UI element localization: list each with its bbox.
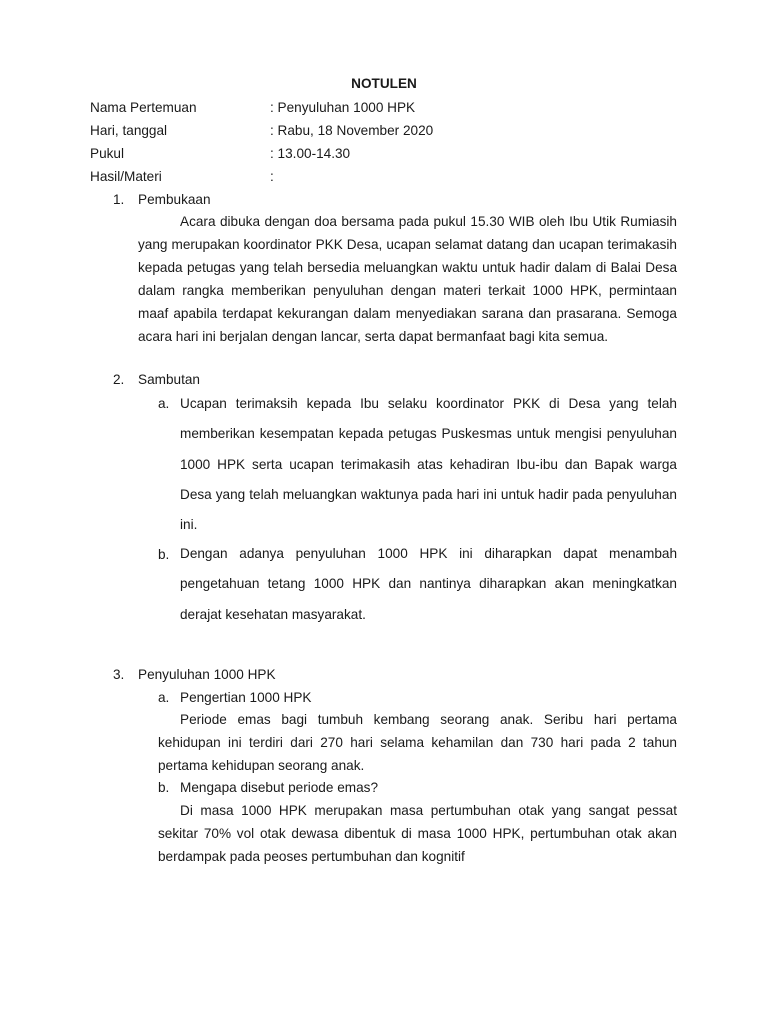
section-heading: Penyuluhan 1000 HPK: [138, 667, 276, 682]
section-number: 2.: [113, 372, 125, 387]
item-heading: Pengertian 1000 HPK: [180, 690, 312, 705]
section-heading: Sambutan: [138, 372, 200, 387]
item-marker: b.: [158, 780, 170, 795]
section-number: 1.: [113, 192, 125, 207]
item-marker: a.: [158, 396, 170, 411]
item-heading: Mengapa disebut periode emas?: [180, 780, 378, 795]
field-label: Pukul: [90, 146, 125, 161]
welcome-item-b: Dengan adanya penyuluhan 1000 HPK ini diharapkan dapat menambah pengetahuan tetang 1000 HPK dan nantinya diharapkan akan meningkatkan derajat kesehatan masyarakat.: [180, 546, 677, 622]
item-marker: a.: [158, 690, 170, 705]
document-title: NOTULEN: [351, 76, 417, 91]
opening-paragraph: Acara dibuka dengan doa bersama pada pukul 15.30 WIB oleh Ibu Utik Rumiasih yang merupakan koordinator PKK Desa, ucapan selamat datang dan ucapan terimakasih kepada petugas yang telah bersedia meluangkan waktu untuk hadir dalam di Balai Desa dalam rangka memberikan penyuluhan dengan materi terkait 1000 HPK, permintaan maaf apabila terdapat kekurangan dalam menyediakan sarana dan prasarana. Semoga acara hari ini berjalan dengan lancar, serta dapat bermanfaat bagi kita semua.: [138, 214, 677, 344]
welcome-item-a: Ucapan terimaksih kepada Ibu selaku koordinator PKK di Desa yang telah memberikan kesempatan kepada petugas Puskesmas untuk mengisi penyuluhan 1000 HPK serta ucapan terimakasih atas kehadiran Ibu-ibu dan Bapak warga Desa yang telah meluangkan waktunya pada hari ini untuk hadir pada penyuluhan ini.: [180, 396, 677, 533]
field-value: : Penyuluhan 1000 HPK: [270, 100, 416, 115]
field-value: : 13.00-14.30: [270, 146, 351, 161]
field-label: Hasil/Materi: [90, 169, 162, 184]
field-value: : Rabu, 18 November 2020: [270, 123, 434, 138]
definition-paragraph: Periode emas bagi tumbuh kembang seorang anak. Seribu hari pertama kehidupan ini terdiri dari 270 hari selama kehamilan dan 730 hari pada 2 tahun pertama kehidupan seorang anak.: [158, 712, 677, 773]
field-label: Hari, tanggal: [90, 123, 168, 138]
section-number: 3.: [113, 667, 125, 682]
section-heading: Pembukaan: [138, 192, 211, 207]
golden-period-paragraph: Di masa 1000 HPK merupakan masa pertumbuhan otak yang sangat pessat sekitar 70% vol otak dewasa dibentuk di masa 1000 HPK, pertumbuhan otak akan berdampak pada peoses pertumbuhan dan kognitif: [158, 803, 677, 864]
field-value: :: [270, 169, 274, 184]
field-label: Nama Pertemuan: [90, 100, 197, 115]
item-marker: b.: [158, 547, 170, 562]
